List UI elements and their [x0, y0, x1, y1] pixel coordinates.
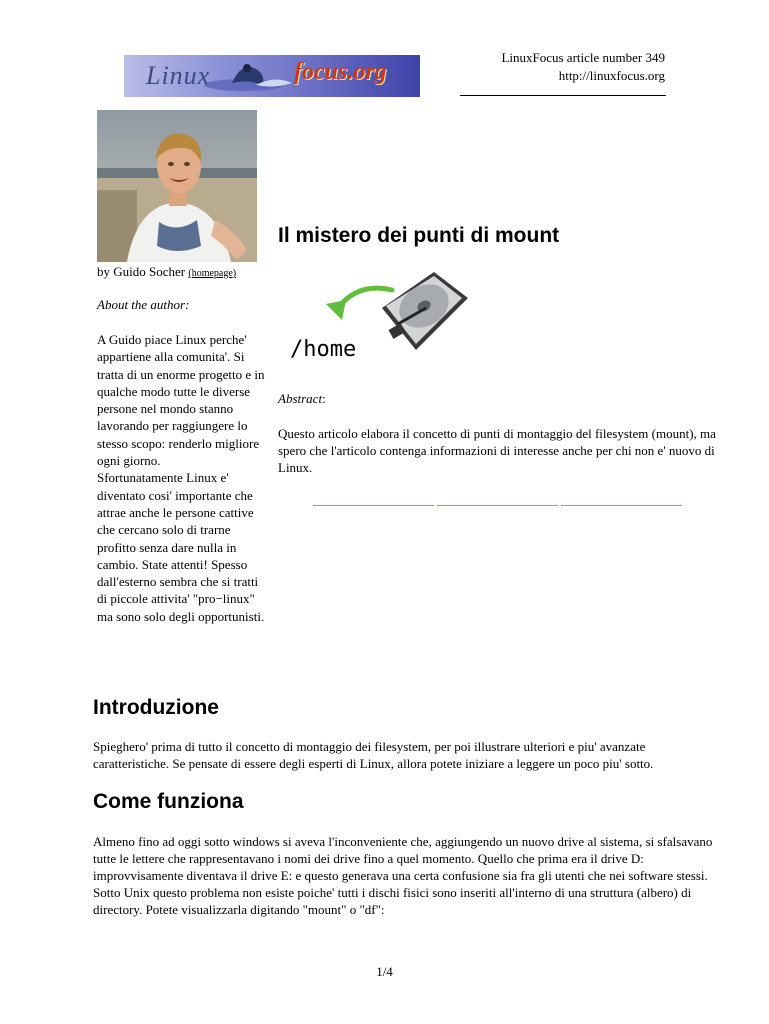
logo-focus-text: focus.org: [294, 59, 387, 85]
figure-home-label: /home: [290, 337, 357, 362]
author-bio: [97, 331, 271, 625]
how-it-works-paragraph: Almeno fino ad oggi sotto windows si aveva l'inconveniente che, aggiungendo un nuovo drive al sistema, si sfalsavano tutte le lettere che rappresentavano i nomi dei drive fino a quel momento. Quello che prima era il drive D: improvvisamente diventava il drive E: e questo generava una certa confusione sia fra gli utenti che nei software stessi.: [93, 834, 713, 883]
abstract-label: [278, 391, 326, 407]
author-photo: [97, 110, 257, 262]
abstract-label-colon: :: [322, 391, 326, 406]
how-it-works-paragraph: Sotto Unix questo problema non esiste poiche' tutti i dischi fisici sono inseriti all'interno di una struttura (albero) di directory. Potete visualizzarla digitando "mount" o "df":: [93, 885, 692, 917]
how-it-works-body: [93, 833, 723, 918]
hard-disk-icon: [382, 272, 468, 350]
abstract-label-text: Abstract: [278, 391, 323, 406]
site-url: http://linuxfocus.org: [558, 68, 665, 83]
how-it-works-heading: Come funziona: [93, 790, 244, 813]
separator-rule: [561, 505, 682, 506]
article-info: [501, 49, 665, 85]
page-number: 1/4: [376, 964, 393, 979]
author-name: by Guido Socher: [97, 264, 186, 279]
article-title: Il mistero dei punti di mount: [278, 224, 560, 247]
author-homepage-link[interactable]: (homepage): [188, 268, 237, 279]
abstract-text: Questo articolo elabora il concetto di punti di montaggio del filesystem (mount), ma spero che l'articolo contenga informazioni di interesse anche per chi non e' nuovo di Linux.: [278, 426, 716, 475]
mount-illustration: [286, 268, 476, 368]
author-bio-paragraph: A Guido piace Linux perche' appartiene alla comunita'. Si tratta di un enorme progetto e in qualche modo tutte le diverse persone nel mondo stanno lavorando per raggiungere lo stesso scopo: renderlo migliore ogni giorno.: [97, 332, 265, 469]
article-number: LinuxFocus article number 349: [501, 50, 665, 65]
separator-rule: [313, 505, 434, 506]
header-divider: [460, 95, 666, 96]
author-byline: [97, 264, 236, 280]
intro-paragraph: Spieghero' prima di tutto il concetto di montaggio dei filesystem, per poi illustrare ulteriori e piu' avanzate caratteristiche. Se pensate di essere degli esperti di Linux, allora potete iniziare a leggere un poco piu' sotto.: [93, 739, 654, 771]
author-bio-paragraph: Sfortunatamente Linux e' diventato cosi' importante che attrae anche le persone cattive che cercano solo di trarne profitto senza dare nulla in cambio. State attenti! Spesso dall'esterno sembra che si tratti di piccole attivita' "pro−linux" ma sono solo degli opportunisti.: [97, 470, 265, 624]
about-author-label: About the author:: [97, 297, 190, 312]
logo-linux-text: Linux: [146, 61, 211, 90]
separator-rule: [437, 505, 558, 506]
intro-heading: Introduzione: [93, 696, 219, 719]
linuxfocus-logo: [124, 55, 420, 97]
